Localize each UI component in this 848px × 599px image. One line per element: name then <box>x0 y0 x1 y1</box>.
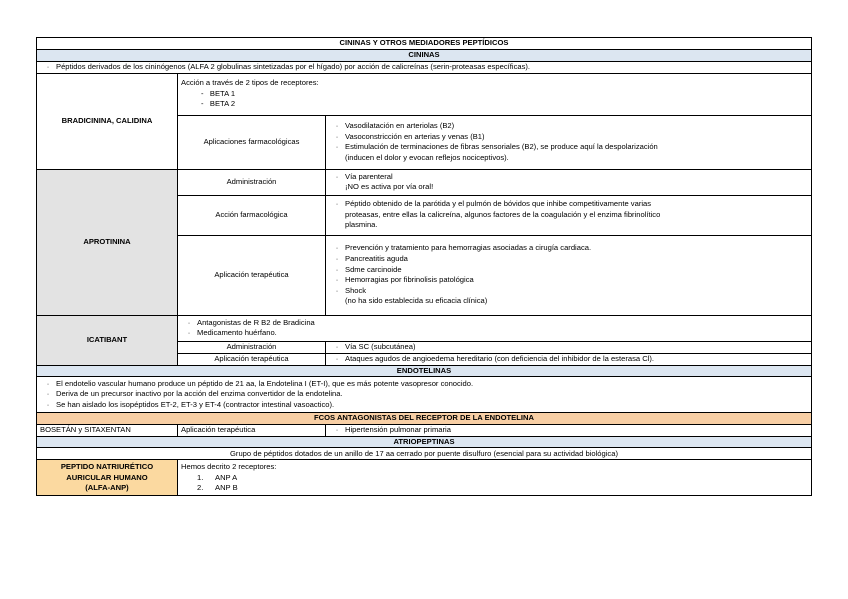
bullet-marker: · <box>46 399 50 409</box>
dash-marker: - <box>201 88 204 98</box>
ther-item: Shock <box>345 285 367 295</box>
section-header-cininas: CININAS <box>37 50 812 62</box>
bullet-marker: · <box>187 328 191 338</box>
list-item <box>181 89 808 100</box>
dash-marker: - <box>201 99 204 109</box>
endotelina-item: Se han aislado los isopéptidos ET-2, ET-3 y ET-4 (contractor intestinal vasoactico). <box>56 399 335 409</box>
list-item <box>329 199 808 210</box>
endotelinas-cell <box>37 377 812 413</box>
bullet-marker: · <box>335 424 339 434</box>
drug-name-aprotinina: APROTININA <box>37 169 178 315</box>
bullet-marker: · <box>46 378 50 388</box>
bullet-marker: · <box>335 275 339 285</box>
drug-name-icatibant: ICATIBANT <box>37 315 178 365</box>
list-item <box>40 379 808 390</box>
list-item <box>329 286 808 297</box>
list-item <box>181 99 808 110</box>
list-item <box>329 243 808 254</box>
list-item <box>329 142 808 153</box>
ther-item: Sdme carcinoide <box>345 264 402 274</box>
endotelina-item: El endotelio vascular humano produce un péptido de 21 aa, la Endotelina I (ET-I), que es más potente vasopresor conocido. <box>56 378 474 388</box>
icatibant-ther-label: Aplicación terapéutica <box>178 353 326 365</box>
list-item <box>329 265 808 276</box>
list-item <box>329 254 808 265</box>
bullet-marker: · <box>335 264 339 274</box>
bullet-marker: · <box>46 389 50 399</box>
bullet-marker: · <box>46 61 50 71</box>
admin-parenteral: Vía parenteral <box>345 171 393 181</box>
list-item <box>181 483 808 494</box>
icatibant-note: Antagonistas de R B2 de Bradicina <box>197 317 315 327</box>
aprotinina-ther-label: Aplicación terapéutica <box>178 235 326 315</box>
bullet-marker: · <box>335 142 339 152</box>
aprotinina-pharm-cell <box>326 195 812 235</box>
endotelina-item: Deriva de un precursor inactivo por la acción del enzima convertidor de la endotelina. <box>56 389 343 399</box>
ther-item: Hemorragias por fibrinolisis patológica <box>345 275 474 285</box>
pharm-line-2: proteasas, entre ellas la calicreína, algunos factores de la coagulación y el enzima fibrinolítico <box>345 209 661 219</box>
anp-name-line: PEPTIDO NATRIURÉTICO <box>60 461 154 471</box>
drug-name-bradicinina: BRADICININA, CALIDINA <box>37 73 178 169</box>
bullet-marker: · <box>335 353 339 363</box>
receptor-beta-2: BETA 2 <box>209 99 236 109</box>
bullet-marker: · <box>335 285 339 295</box>
list-number: 1. <box>197 472 204 482</box>
list-item <box>40 400 808 411</box>
antagonistas-label: Aplicación terapéutica <box>178 424 326 436</box>
anp-name-line: (ALFA-ANP) <box>85 483 129 493</box>
icatibant-admin-cell <box>326 341 812 353</box>
bradicinina-receptors-intro: Acción a través de 2 tipos de receptores: <box>181 78 319 88</box>
aprotinina-ther-cell <box>326 235 812 315</box>
aprotinina-pharm-label: Acción farmacológica <box>178 195 326 235</box>
section-header-endotelinas: ENDOTELINAS <box>37 365 812 377</box>
aprotinina-admin-cell <box>326 169 812 195</box>
list-item <box>329 121 808 132</box>
cininas-intro: Péptidos derivados de los cininógenos (ALFA 2 globulinas sintetizadas por el hígado) por acción de calicreínas (serin-proteasas específicas). <box>56 61 531 71</box>
atriopeptinas-name-cell <box>37 460 178 496</box>
list-item <box>181 318 808 329</box>
bullet-marker: · <box>335 199 339 209</box>
bradicinina-receptors-cell <box>178 73 812 115</box>
atriopeptinas-receptors-cell <box>178 460 812 496</box>
bullet-marker: · <box>335 171 339 181</box>
icatibant-notes-cell <box>178 315 812 341</box>
list-item <box>329 172 808 183</box>
section-header-antagonistas: FCOS ANTAGONISTAS DEL RECEPTOR DE LA ENDOTELINA <box>37 413 812 425</box>
antagonistas-drug: BOSETÁN y SITAXENTAN <box>37 424 178 436</box>
list-item <box>181 328 808 339</box>
app-vasodilatacion: Vasodilatación en arteriolas (B2) <box>345 120 455 130</box>
anp-name-line: AURICULAR HUMANO <box>66 472 148 482</box>
bullet-marker: · <box>335 253 339 263</box>
app-estimulacion-cont: (inducen el dolor y evocan reflejos nociceptivos). <box>345 152 509 162</box>
section-header-atriopeptinas: ATRIOPEPTINAS <box>37 436 812 448</box>
bullet-marker: · <box>335 341 339 351</box>
icatibant-admin-value: Vía SC (subcutánea) <box>345 341 416 351</box>
list-number: 2. <box>197 483 204 493</box>
pharm-line-1: Péptido obtenido de la parótida y el pulmón de bóvidos que inhibe competitivamente varias <box>345 199 652 209</box>
antagonistas-value-cell <box>326 424 812 436</box>
anp-receptor: ANP A <box>215 472 238 482</box>
bullet-marker: · <box>187 317 191 327</box>
list-item <box>329 132 808 143</box>
pharm-line-3: plasmina. <box>345 220 378 230</box>
ther-note: (no ha sido establecida su eficacia clínica) <box>345 296 488 306</box>
anp-receptor: ANP B <box>215 483 238 493</box>
list-item <box>40 389 808 400</box>
atriopeptinas-intro: Grupo de péptidos dotados de un anillo de 17 aa cerrado por puente disulfuro (esencial para su actividad biológica) <box>37 448 812 460</box>
bullet-marker: · <box>335 131 339 141</box>
document-title: CININAS Y OTROS MEDIADORES PEPTÍDICOS <box>37 38 812 50</box>
bradicinina-apps-label: Aplicaciones farmacológicas <box>178 115 326 169</box>
bullet-marker: · <box>335 120 339 130</box>
icatibant-note: Medicamento huérfano. <box>197 328 277 338</box>
ther-item: Prevención y tratamiento para hemorragias asociadas a cirugía cardiaca. <box>345 243 592 253</box>
app-estimulacion: Estimulación de terminaciones de fibras sensoriales (B2), se produce aquí la despolarización <box>345 142 658 152</box>
icatibant-ther-cell <box>326 353 812 365</box>
summary-table <box>36 37 812 496</box>
icatibant-admin-label: Administración <box>178 341 326 353</box>
bradicinina-apps-cell <box>326 115 812 169</box>
icatibant-ther-value: Ataques agudos de angioedema hereditario (con deficiencia del inhibidor de la esterasa Cl). <box>345 353 655 363</box>
ther-item: Pancreatitis aguda <box>345 253 408 263</box>
bullet-marker: · <box>335 243 339 253</box>
anp-receptors-intro: Hemos decrito 2 receptores: <box>181 461 277 471</box>
receptor-beta-1: BETA 1 <box>209 88 236 98</box>
antagonistas-value: Hipertensión pulmonar primaria <box>345 424 451 434</box>
aprotinina-admin-label: Administración <box>178 169 326 195</box>
list-item <box>181 473 808 484</box>
cininas-intro-cell <box>37 61 812 73</box>
list-item <box>329 275 808 286</box>
app-vasoconstriccion: Vasoconstricción en arterias y venas (B1) <box>345 131 485 141</box>
admin-no-oral: ¡NO es activa por vía oral! <box>345 182 434 192</box>
